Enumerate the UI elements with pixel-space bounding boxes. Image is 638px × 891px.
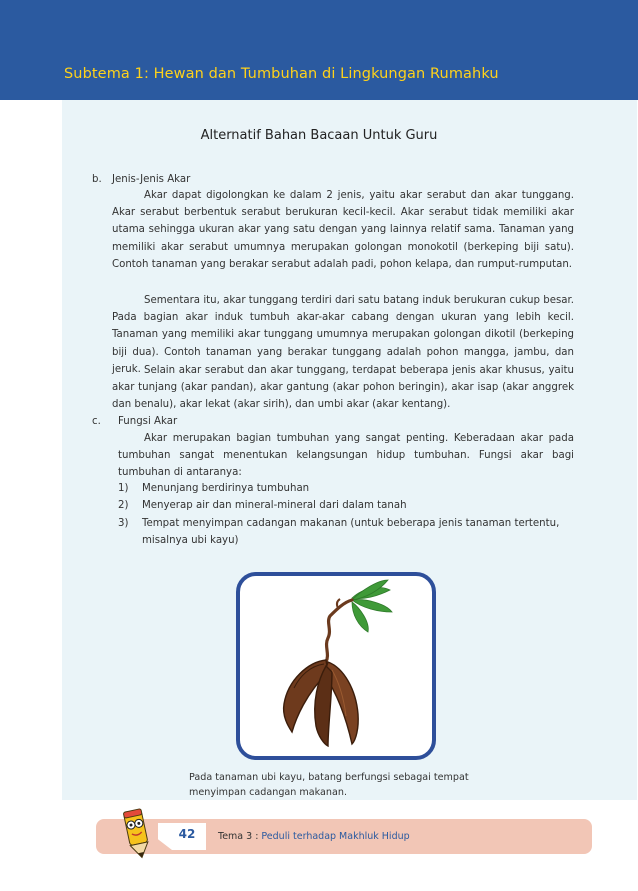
picture-caption: Pada tanaman ubi kayu, batang berfungsi sebagai tempat menyimpan cadangan makanan. [189,772,469,798]
list-item-number: 2) [118,500,129,511]
footer-theme [218,831,410,842]
section-b-paragraph-1: Akar dapat digolongkan ke dalam 2 jenis, yaitu akar serabut dan akar tunggang. Akar serabut berbentuk serabut berukuran kecil-kecil. Akar serabut tidak memiliki akar utama sehingga ukuran akar yang satu dengan yang lainnya relatif sama. Tanaman yang memiliki akar serabut umumnya merupakan golongan monokotil (berkeping biji satu). Contoh tanaman yang berakar serabut adalah padi, pohon kelapa, dan rumput-rumputan. [112,190,574,270]
list-item-text: Menyerap air dan mineral-mineral dari dalam tanah [142,500,407,511]
section-c-paragraph: Akar merupakan bagian tumbuhan yang sangat penting. Keberadaan akar pada tumbuhan sangat menentukan kelangsungan hidup tumbuhan. Fungsi akar bagi tumbuhan di antaranya: [118,433,574,479]
content-title: Alternatif Bahan Bacaan Untuk Guru [200,128,438,143]
header-band [0,0,638,100]
page-number: 42 [178,827,196,841]
list-item-text: Tempat menyimpan cadangan makanan (untuk beberapa jenis tanaman tertentu, misalnya ubi kayu) [142,518,560,547]
list-item-number: 3) [118,518,129,529]
cassava-root-illustration [240,576,432,756]
section-c-heading: Fungsi Akar [118,416,178,427]
list-item-text: Menunjang berdirinya tumbuhan [142,483,310,494]
footer-theme-prefix: Tema 3 : [218,831,262,842]
cassava-picture-card [236,572,436,760]
section-b-marker: b. [92,174,102,185]
section-b-paragraph-3: Selain akar serabut dan akar tunggang, terdapat beberapa jenis akar khusus, yaitu akar tunjang (akar pandan), akar gantung (akar pohon beringin), akar isap (akar anggrek dan benalu), akar lekat (akar sirih), dan umbi akar (akar kentang). [112,365,574,411]
header-title: Subtema 1: Hewan dan Tumbuhan di Lingkungan Rumahku [64,66,499,82]
section-c-marker: c. [92,416,101,427]
list-item-number: 1) [118,483,129,494]
section-b-heading: Jenis-Jenis Akar [112,174,191,185]
pencil-mascot-icon [114,806,160,862]
footer-theme-title: Peduli terhadap Makhluk Hidup [261,831,410,842]
section-b-paragraph-2: Sementara itu, akar tunggang terdiri dari satu batang induk berukuran cukup besar. Pada bagian akar induk tumbuh akar-akar cabang dengan ukuran yang lebih kecil. Tanaman yang memiliki akar tunggang umumnya merupakan golongan dikotil (berkeping biji dua). Contoh tanaman yang berakar tunggang adalah pohon mangga, jambu, dan jeruk. [112,295,574,375]
